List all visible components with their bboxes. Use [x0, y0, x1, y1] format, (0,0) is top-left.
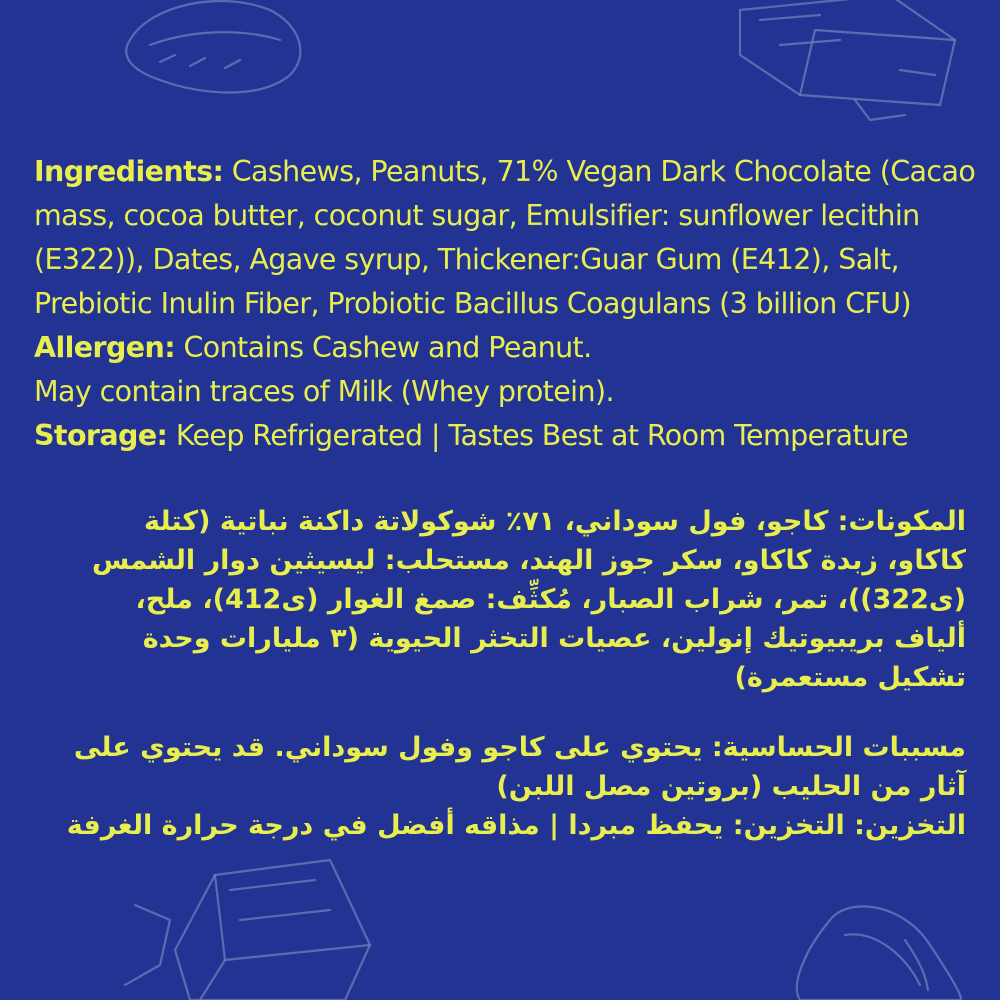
ingredients-text-1: Cashews, Peanuts, 71% Vegan Dark Chocolate (Cacao [223, 155, 976, 188]
chocolate-square-doodle-icon [125, 860, 370, 1000]
arabic-ingredients-line-4: ألياف بريبيوتيك إنولين، عصيات التخثر الحيوية (٣ مليارات وحدة [142, 623, 966, 654]
storage-label: Storage: [34, 419, 168, 452]
arabic-ingredients-section [66, 502, 966, 697]
nutrition-label-panel [34, 150, 974, 850]
arabic-allergen-line-2: آثار من الحليب (بروتين مصل اللبن) [496, 771, 966, 802]
storage-line [34, 414, 974, 458]
peanut-doodle-icon [126, 1, 300, 92]
ingredients-label: Ingredients: [34, 155, 224, 188]
arabic-ingredients-line-3: (ى322))، تمر، شراب الصبار، مُكثِّف: صمغ الغوار (ى412)، ملح، [135, 584, 966, 615]
arabic-allergen-storage-section [66, 728, 966, 845]
arabic-ingredients-line-5: تشكيل مستعمرة) [734, 662, 966, 693]
arabic-allergen-line-1: مسببات الحساسية: يحتوي على كاجو وفول سوداني. قد يحتوي على [73, 732, 966, 763]
storage-text: Keep Refrigerated | Tastes Best at Room Temperature [167, 419, 908, 452]
ingredients-line-2: mass, cocoa butter, coconut sugar, Emulsifier: sunflower lecithin [34, 199, 920, 232]
ingredients-line-1 [34, 150, 974, 194]
allergen-note: May contain traces of Milk (Whey protein). [34, 375, 614, 408]
allergen-label: Allergen: [34, 331, 175, 364]
arabic-ingredients-line-1: المكونات: كاجو، فول سوداني، ٧١٪ شوكولاتة داكنة نباتية (كتلة [143, 506, 966, 537]
cashew-doodle-icon [797, 906, 961, 1000]
allergen-line [34, 326, 974, 370]
arabic-storage-line: التخزين: التخزين: يحفظ مبردا | مذاقه أفضل في درجة حرارة الغرفة [66, 810, 966, 841]
chocolate-bar-doodle-icon [740, 0, 955, 120]
allergen-text: Contains Cashew and Peanut. [175, 331, 592, 364]
ingredients-line-4: Prebiotic Inulin Fiber, Probiotic Bacillus Coagulans (3 billion CFU) [34, 287, 912, 320]
english-section [34, 150, 974, 458]
ingredients-line-3: (E322)), Dates, Agave syrup, Thickener:Guar Gum (E412), Salt, [34, 243, 899, 276]
arabic-ingredients-line-2: كاكاو، زبدة كاكاو، سكر جوز الهند، مستحلب: ليسيثين دوار الشمس [92, 545, 966, 576]
